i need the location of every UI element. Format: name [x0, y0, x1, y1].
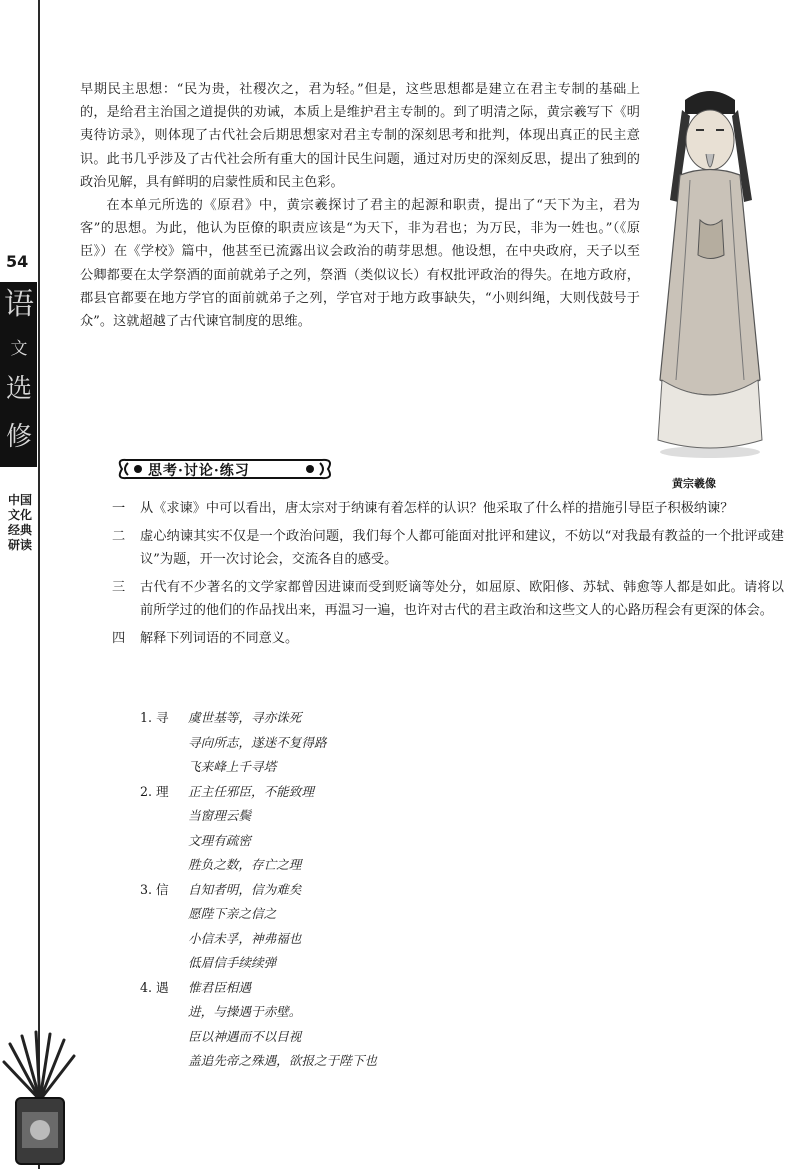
term-example: 自知者明，信为难矣 — [188, 881, 302, 897]
vocab-term — [140, 706, 560, 780]
margin-rule — [38, 0, 40, 1169]
term-example: 进，与操遇于赤壁。 — [188, 1004, 302, 1019]
spine-char: 修 — [5, 422, 32, 452]
question-text: 从《求谏》中可以看出，唐太宗对于纳谏有着怎样的认识？他采取了什么样的措施引导臣子积极纳谏？ — [140, 501, 734, 516]
term-example: 惟君臣相遇 — [188, 979, 251, 995]
vocab-term — [140, 976, 560, 1074]
spine-tab — [0, 282, 37, 467]
spine-char: 文 — [10, 339, 28, 359]
term-example: 盖追先帝之殊遇，欲报之于陛下也 — [188, 1053, 377, 1068]
section-label: 思考·讨论·练习 — [148, 463, 250, 479]
question-text: 古代有不少著名的文学家都曾因进谏而受到贬谪等处分，如屈原、欧阳修、苏轼、韩愈等人都是如此。请将以前所学过的他们的作品找出来，再温习一遍，也许对古代的君主政治和这些文人的心路历程会有更深的体会。 — [140, 580, 784, 618]
spine-char: 选 — [5, 374, 32, 404]
term-example: 胜负之数，存亡之理 — [188, 857, 302, 872]
page-number: 54 — [6, 252, 29, 271]
question-number: 四 — [112, 631, 126, 646]
term-example: 寻向所志，遂迷不复得路 — [188, 734, 327, 750]
question-text: 虚心纳谏其实不仅是一个政治问题，我们每个人都可能面对批评和建议，不妨以“对我最有教益的一个批评或建议”为题，开一次讨论会，交流各自的感受。 — [140, 529, 784, 567]
term-example: 愿陛下亲之信之 — [188, 906, 277, 921]
paragraph: 在本单元所选的《原君》中，黄宗羲探讨了君主的起源和职责，提出了“天下为主，君为客”的思想。为此，他认为臣僚的职责应该是“为天下，非为君也；为万民，非为一姓也。”（《原臣》）在《学校》篇中，他甚至已流露出议会政治的萌芽思想。他设想，在中央政府，天子以至公卿都要在太学祭酒的面前就弟子之列，祭酒（类似议长）有权批评政治的得失。在地方政府，郡县官都要在地方学官的面前就弟子之列，学官对于地方政事缺失，“小则纠绳，大则伐鼓号于众”。这就超越了古代谏官制度的思维。 — [80, 198, 640, 330]
term-example: 虞世基等，寻亦诛死 — [188, 710, 302, 725]
question-item — [112, 576, 784, 622]
term-example: 低眉信手续续弹 — [188, 955, 277, 970]
term-head: 2. 理 — [140, 783, 169, 799]
question-item — [112, 525, 784, 571]
series-title: 中国文化经典研读 — [8, 493, 33, 552]
body-text — [80, 78, 640, 333]
question-text: 解释下列词语的不同意义。 — [140, 631, 299, 646]
term-example: 文理有疏密 — [188, 832, 251, 848]
vocab-list — [140, 706, 560, 1074]
term-example: 正主任邪臣，不能致理 — [188, 783, 314, 799]
term-example: 小信未孚，神弗福也 — [188, 930, 302, 946]
term-head: 3. 信 — [140, 881, 169, 897]
question-list — [112, 497, 784, 655]
portrait-illustration — [640, 80, 780, 460]
term-example: 臣以神遇而不以目视 — [188, 1028, 302, 1044]
section-banner — [112, 456, 336, 482]
paragraph: 早期民主思想：“民为贵，社稷次之，君为轻。”但是，这些思想都是建立在君主专制的基础上的，是给君主治国之道提供的劝诫，本质上是维护君主专制的。到了明清之际，黄宗羲写下《明夷待访录》，则体现了古代社会后期思想家对君主专制的深刻思考和批判，体现出真正的民主意识。此书几乎涉及了古代社会所有重大的国计民生问题，通过对历史的深刻反思，提出了独到的政治见解，具有鲜明的启蒙性质和民主色彩。 — [80, 82, 640, 190]
term-head: 4. 遇 — [140, 979, 169, 995]
question-item — [112, 627, 784, 650]
spine-char: 语 — [4, 287, 34, 322]
question-item — [112, 497, 784, 520]
brush-holder-illustration — [0, 1030, 80, 1169]
term-example: 当窗理云鬓 — [188, 808, 251, 823]
question-number: 一 — [112, 501, 126, 516]
question-number: 二 — [112, 529, 126, 544]
question-number: 三 — [112, 580, 126, 595]
term-head: 1. 寻 — [140, 710, 169, 725]
vocab-term — [140, 780, 560, 878]
vocab-term — [140, 878, 560, 976]
portrait-caption: 黄宗羲像 — [672, 477, 716, 490]
term-example: 飞来峰上千寻塔 — [188, 759, 277, 774]
